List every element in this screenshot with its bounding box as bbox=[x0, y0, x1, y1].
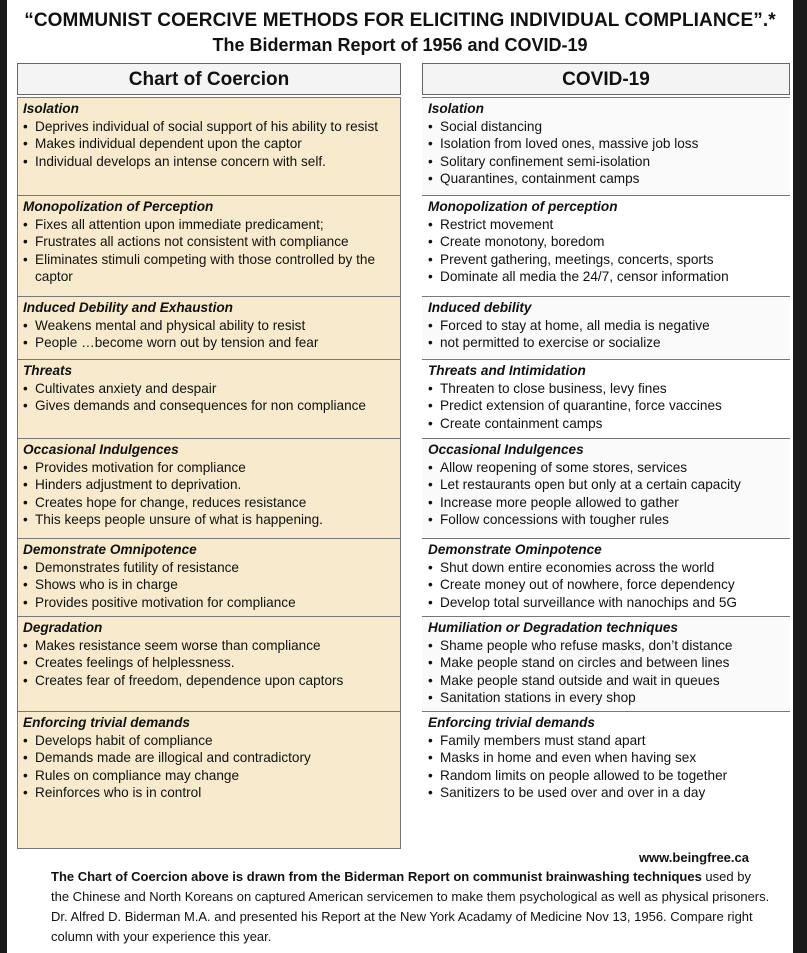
list-item: • not permitted to exercise or socialize bbox=[428, 334, 786, 352]
footer-bold-text: The Chart of Coercion above is drawn from the Biderman Report on communist brainwashing techniques bbox=[51, 869, 702, 884]
right-cell-row-7 bbox=[422, 616, 790, 711]
website-url: www.beingfree.ca bbox=[638, 850, 749, 865]
list-item: • Forced to stay at home, all media is negative bbox=[428, 317, 786, 335]
left-cell-heading: Demonstrate Omnipotence bbox=[23, 542, 197, 557]
column-header-covid-19: COVID-19 bbox=[422, 63, 790, 95]
list-item: • Solitary confinement semi-isolation bbox=[428, 153, 786, 171]
list-item: • Demonstrates futility of resistance bbox=[23, 559, 397, 577]
list-item: • People …become worn out by tension and fear bbox=[23, 334, 397, 352]
list-item: • Individual develops an intense concern with self. bbox=[23, 153, 397, 171]
list-item: • Follow concessions with tougher rules bbox=[428, 511, 786, 529]
right-cell-heading: Threats and Intimidation bbox=[428, 363, 586, 378]
list-item: • Increase more people allowed to gather bbox=[428, 494, 786, 512]
right-cell-row-8 bbox=[422, 711, 790, 849]
list-item: • Family members must stand apart bbox=[428, 732, 786, 750]
left-cell-row-1 bbox=[17, 97, 401, 195]
right-cell-row-5 bbox=[422, 438, 790, 538]
list-item: • Threaten to close business, levy fines bbox=[428, 380, 786, 398]
list-item: • Shut down entire economies across the world bbox=[428, 559, 786, 577]
right-cell-row-6 bbox=[422, 538, 790, 616]
list-item: • Fixes all attention upon immediate predicament; bbox=[23, 216, 397, 234]
right-cell-heading: Demonstrate Ominpotence bbox=[428, 542, 602, 557]
left-cell-heading: Isolation bbox=[23, 101, 79, 116]
right-cell-heading: Enforcing trivial demands bbox=[428, 715, 595, 730]
list-item: • Develops habit of compliance bbox=[23, 732, 397, 750]
left-cell-heading: Induced Debility and Exhaustion bbox=[23, 300, 233, 315]
list-item: • Rules on compliance may change bbox=[23, 767, 397, 785]
right-cell-heading: Humiliation or Degradation techniques bbox=[428, 620, 678, 635]
list-item: • Creates fear of freedom, dependence upon captors bbox=[23, 672, 397, 690]
footer-note bbox=[51, 867, 771, 947]
list-item: • Shows who is in charge bbox=[23, 576, 397, 594]
document-title: “COMMUNIST COERCIVE METHODS FOR ELICITING INDIVIDUAL COMPLIANCE”.* bbox=[24, 10, 776, 31]
right-cell-heading: Monopolization of perception bbox=[428, 199, 618, 214]
right-cell-heading: Occasional Indulgences bbox=[428, 442, 584, 457]
list-item: • Sanitation stations in every shop bbox=[428, 689, 786, 707]
list-item: • Quarantines, containment camps bbox=[428, 170, 786, 188]
list-item: • Develop total surveillance with nanochips and 5G bbox=[428, 594, 786, 612]
list-item: • Sanitizers to be used over and over in a day bbox=[428, 784, 786, 802]
right-cell-row-2 bbox=[422, 195, 790, 296]
list-item: • Masks in home and even when having sex bbox=[428, 749, 786, 767]
list-item: • Allow reopening of some stores, services bbox=[428, 459, 786, 477]
document-subtitle: The Biderman Report of 1956 and COVID-19 bbox=[212, 35, 588, 55]
list-item: • This keeps people unsure of what is happening. bbox=[23, 511, 397, 529]
list-item: • Random limits on people allowed to be together bbox=[428, 767, 786, 785]
list-item: • Shame people who refuse masks, don’t distance bbox=[428, 637, 786, 655]
list-item: • Make people stand on circles and between lines bbox=[428, 654, 786, 672]
list-item: • Social distancing bbox=[428, 118, 786, 136]
list-item: • Makes individual dependent upon the captor bbox=[23, 135, 397, 153]
left-cell-row-7 bbox=[17, 616, 401, 711]
list-item: • Makes resistance seem worse than compliance bbox=[23, 637, 397, 655]
left-cell-row-2 bbox=[17, 195, 401, 296]
list-item: • Deprives individual of social support of his ability to resist bbox=[23, 118, 397, 136]
list-item: • Gives demands and consequences for non compliance bbox=[23, 397, 397, 415]
list-item: • Frustrates all actions not consistent with compliance bbox=[23, 233, 397, 251]
list-item: • Prevent gathering, meetings, concerts, sports bbox=[428, 251, 786, 269]
left-cell-heading: Monopolization of Perception bbox=[23, 199, 214, 214]
right-cell-row-1 bbox=[422, 97, 790, 195]
right-cell-heading: Isolation bbox=[428, 101, 484, 116]
list-item: • Provides motivation for compliance bbox=[23, 459, 397, 477]
footer-text: used by the Chinese and North Koreans on captured American servicemen to make them psychological as well as physical prisoners. Dr. Alfred D. Biderman M.A. and presented his Report at the New York Acadamy of Medicine Nov 13, 1956. Compare right column with your experience this year. bbox=[51, 869, 770, 944]
left-cell-heading: Degradation bbox=[23, 620, 103, 635]
list-item: • Creates feelings of helplessness. bbox=[23, 654, 397, 672]
list-item: • Isolation from loved ones, massive job loss bbox=[428, 135, 786, 153]
right-cell-row-4 bbox=[422, 359, 790, 438]
list-item: • Cultivates anxiety and despair bbox=[23, 380, 397, 398]
list-item: • Make people stand outside and wait in queues bbox=[428, 672, 786, 690]
list-item: • Let restaurants open but only at a certain capacity bbox=[428, 476, 786, 494]
column-header-chart-of-coercion: Chart of Coercion bbox=[17, 63, 401, 95]
left-cell-heading: Occasional Indulgences bbox=[23, 442, 179, 457]
list-item: • Create containment camps bbox=[428, 415, 786, 433]
list-item: • Dominate all media the 24/7, censor information bbox=[428, 268, 786, 286]
list-item: • Eliminates stimuli competing with those controlled by the captor bbox=[23, 251, 397, 286]
document-sheet bbox=[7, 0, 793, 953]
list-item: • Restrict movement bbox=[428, 216, 786, 234]
list-item: • Create money out of nowhere, force dependency bbox=[428, 576, 786, 594]
right-cell-heading: Induced debility bbox=[428, 300, 532, 315]
right-cell-row-3 bbox=[422, 296, 790, 359]
list-item: • Create monotony, boredom bbox=[428, 233, 786, 251]
left-cell-heading: Enforcing trivial demands bbox=[23, 715, 190, 730]
comparison-table bbox=[17, 63, 790, 849]
left-cell-heading: Threats bbox=[23, 363, 73, 378]
left-cell-row-4 bbox=[17, 359, 401, 438]
list-item: • Provides positive motivation for compliance bbox=[23, 594, 397, 612]
left-cell-row-8 bbox=[17, 711, 401, 849]
left-cell-row-6 bbox=[17, 538, 401, 616]
list-item: • Hinders adjustment to deprivation. bbox=[23, 476, 397, 494]
list-item: • Predict extension of quarantine, force vaccines bbox=[428, 397, 786, 415]
left-cell-row-5 bbox=[17, 438, 401, 538]
list-item: • Reinforces who is in control bbox=[23, 784, 397, 802]
left-cell-row-3 bbox=[17, 296, 401, 359]
list-item: • Creates hope for change, reduces resistance bbox=[23, 494, 397, 512]
list-item: • Demands made are illogical and contradictory bbox=[23, 749, 397, 767]
list-item: • Weakens mental and physical ability to resist bbox=[23, 317, 397, 335]
